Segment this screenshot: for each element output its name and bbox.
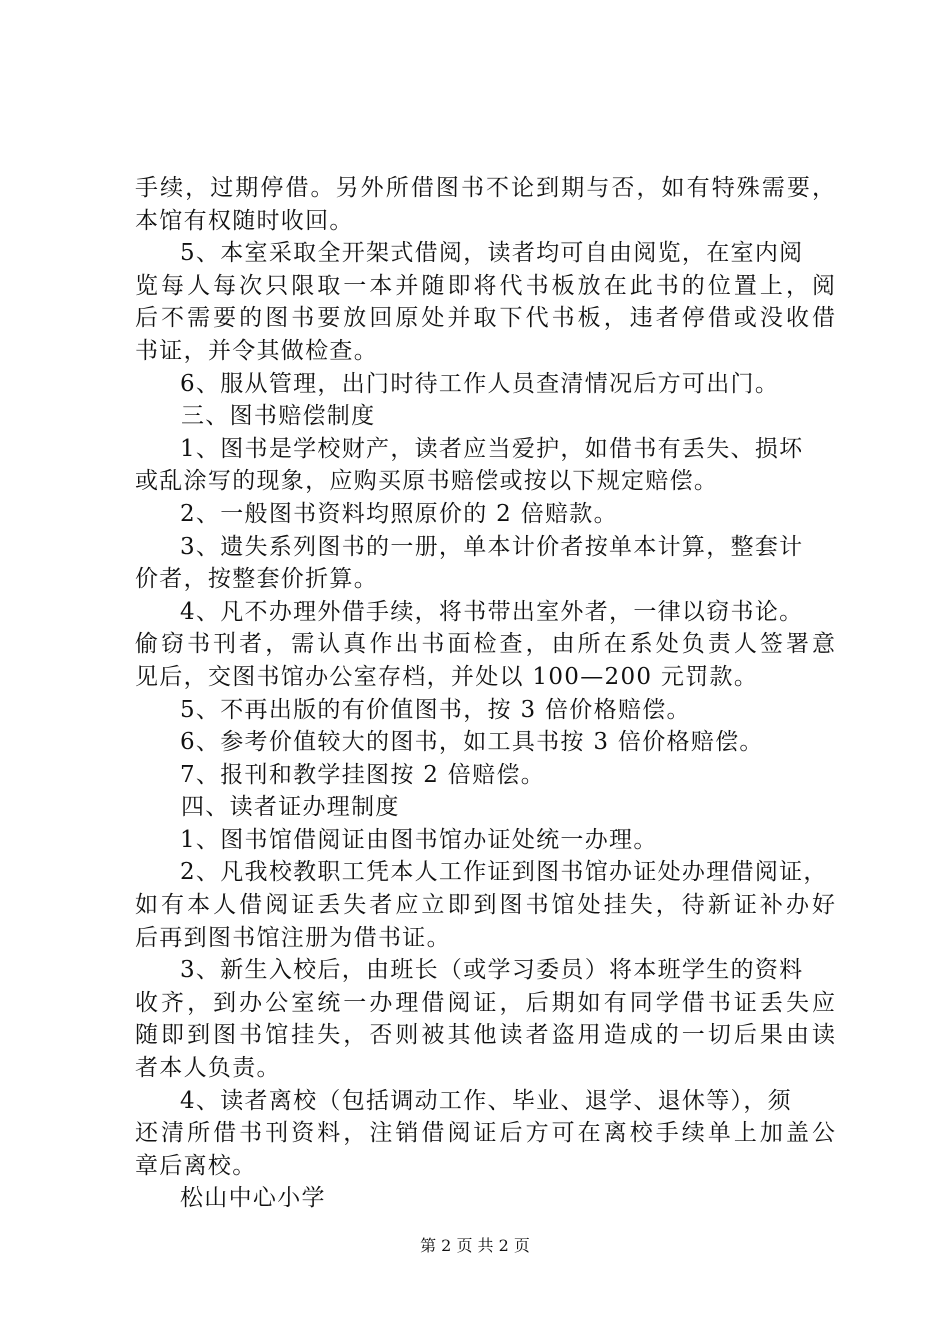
page-number-footer: 第 2 页 共 2 页 [420,1236,530,1255]
text-line: 5、不再出版的有价值图书，按 3 倍价格赔偿。 [180,696,691,723]
text-line: 随即到图书馆挂失，否则被其他读者盗用造成的一切后果由读 [135,1022,835,1049]
text-line: 手续，过期停借。另外所借图书不论到期与否，如有特殊需要， [135,175,835,201]
text-line: 6、参考价值较大的图书，如工具书按 3 倍价格赔偿。 [180,729,764,756]
text-line: 览每人每次只限取一本并随即将代书板放在此书的位置上，阅 [135,272,835,299]
text-line: 见后，交图书馆办公室存档，并处以 100—200 元罚款。 [135,663,759,690]
text-line: 7、报刊和教学挂图按 2 倍赔偿。 [180,761,545,788]
text-line: 偷窃书刊者，需认真作出书面检查，由所在系处负责人签署意 [135,631,835,658]
text-line: 2、凡我校教职工凭本人工作证到图书馆办证处办理借阅证， [180,859,828,886]
text-line: 者本人负责。 [135,1055,281,1082]
text-line: 书证，并令其做检查。 [135,337,378,364]
text-line: 后再到图书馆注册为借书证。 [135,924,451,951]
document-body [135,172,835,1215]
text-line: 4、凡不办理外借手续，将书带出室外者，一律以窃书论。 [180,598,804,625]
text-line: 3、新生入校后，由班长（或学习委员）将本班学生的资料 [180,957,804,984]
text-line: 章后离校。 [135,1152,257,1179]
text-line: 1、图书馆借阅证由图书馆办证处统一办理。 [180,826,658,853]
section-heading: 四、读者证办理制度 [181,794,400,821]
text-line: 3、遗失系列图书的一册，单本计价者按单本计算，整套计 [180,533,804,560]
text-line: 1、图书是学校财产，读者应当爱护，如借书有丢失、损坏 [180,435,804,462]
section-heading: 三、图书赔偿制度 [181,403,376,430]
text-line: 5、本室采取全开架式借阅，读者均可自由阅览，在室内阅 [180,240,804,267]
text-line: 收齐，到办公室统一办理借阅证，后期如有同学借书证丢失应 [135,989,835,1016]
signature-line: 松山中心小学 [180,1185,326,1212]
text-line: 如有本人借阅证丢失者应立即到图书馆处挂失，待新证补办好 [135,892,835,919]
text-line: 4、读者离校（包括调动工作、毕业、退学、退休等），须 [180,1087,792,1114]
text-line: 2、一般图书资料均照原价的 2 倍赔款。 [180,500,618,527]
text-line: 6、服从管理，出门时待工作人员查清情况后方可出门。 [180,370,780,397]
text-line: 或乱涂写的现象，应购买原书赔偿或按以下规定赔偿。 [135,468,719,495]
text-line: 本馆有权随时收回。 [135,207,354,234]
text-line: 后不需要的图书要放回原处并取下代书板，违者停借或没收借 [135,305,835,332]
text-line: 还清所借书刊资料，注销借阅证后方可在离校手续单上加盖公 [135,1120,835,1147]
text-line: 价者，按整套价折算。 [135,566,378,593]
